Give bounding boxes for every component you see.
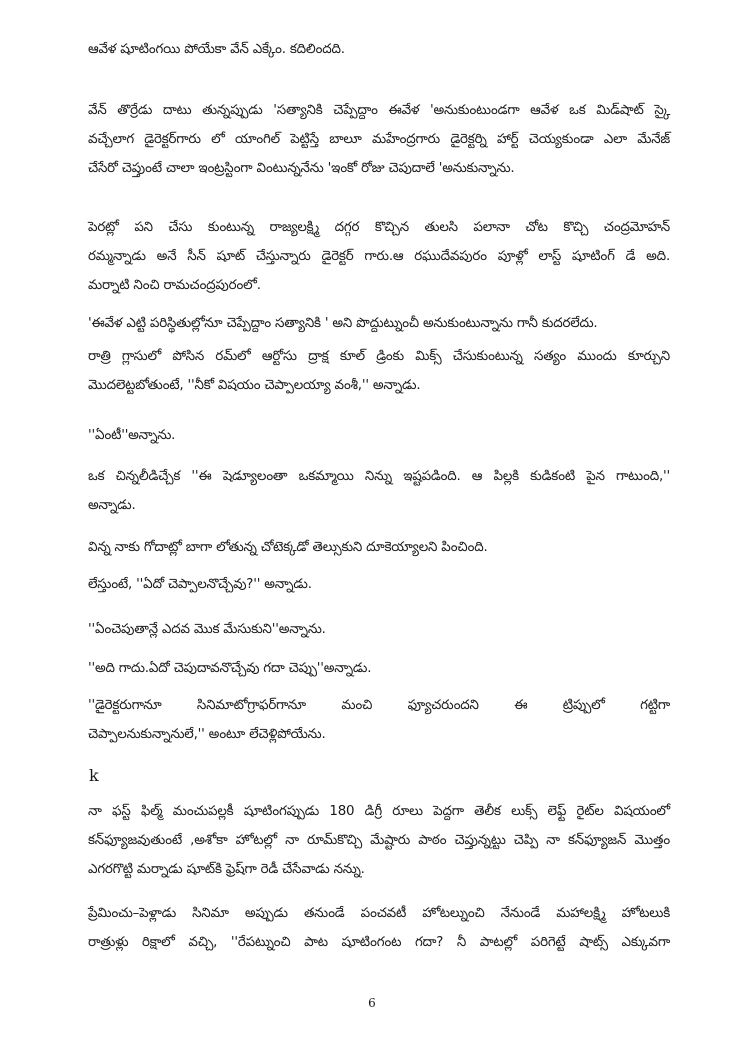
- text-line: ''ఏంచెపుతాన్లే ఎదవ మొక మేసుకుని''అన్నాను.: [88, 622, 326, 637]
- paragraph: [88, 421, 670, 450]
- paragraph: [88, 654, 670, 683]
- text-line: కన్‌ఫ్యూజవుతుంటే ,అశోకా హోటల్లో నా రూమ్‌కొచ్చి మేష్టారు పాఠం చెప్తున్నట్టు చెప్పి నా కన్‌ఫ్యూజన్ మొత్తం: [88, 833, 670, 848]
- text-line: వచ్చేలాగ డైరెక్టర్‌గారు లో యాంగిల్ పెట్టిస్తే బాలూ మహేంద్రగారు డైరెక్టర్ని హార్ట్ చెయ్యకుండా ఎలా మేనేజ్: [88, 132, 670, 147]
- paragraph: [88, 691, 670, 749]
- paragraph: [88, 309, 670, 338]
- text-line: రాత్రుళ్లు రిక్షాలో వచ్చి, ''రేపట్నుంచి పాట షూటింగంట గదా? నీ పాటల్లో పరిగెట్టే షాట్స్ ఎక్కువగా: [88, 935, 670, 950]
- text-line: మర్నాటి నించి రామచంద్రపురంలో.: [88, 278, 261, 293]
- text-line: ''అది గాదు.ఏదో చెపుదావనొచ్చేవు గదా చెప్పు''అన్నాడు.: [88, 661, 372, 676]
- paragraph: [88, 35, 670, 64]
- text-line: ''ఏంటీ''అన్నాను.: [88, 428, 176, 443]
- paragraph: [88, 797, 670, 884]
- text-line: 'ఈవేళ ఎట్టి పరిస్థితుల్లోనూ చెప్పేద్దాం సత్యానికి ' అని పొద్దుట్నుంచీ అనుకుంటున్నాను గానీ కుదరలేదు.: [88, 316, 598, 331]
- paragraph: [88, 213, 670, 300]
- text-line: చేసేరో చెప్తుంటే చాలా ఇంట్రస్టింగా వింటున్ననేను 'ఇంకో రోజు చెపుదాలే 'అనుకున్నాను.: [88, 161, 515, 176]
- text-line: నా ఫస్ట్ ఫిల్మ్ మంచుపల్లకీ షూటింగప్పుడు 180 డిగ్రీ రూలు పెద్దగా తెలీక లుక్స్ లెఫ్ట్ రైట్‌ల విషయంలో: [88, 804, 670, 819]
- text-line: ఆవేళ షూటింగయి పోయేకా వేన్ ఎక్కేం. కదిలిందది.: [88, 42, 345, 57]
- text-line: చెప్పాలనుకున్నానులే,'' అంటూ లేచెళ్లిపోయేను.: [88, 727, 326, 742]
- paragraph: [88, 570, 670, 599]
- text-line: లేస్తుంటే, ''ఏదో చెప్పాలనొచ్చేవు?'' అన్నాడు.: [88, 577, 312, 592]
- page-number: 6: [368, 996, 376, 1010]
- text-line: ఒక చిన్నలీడిచ్చేక ''ఈ షెడ్యూలంతా ఒకమ్మాయి నిన్ను ఇష్టపడింది. ఆ పిల్లకి కుడికంటి పైన గాటుంది,'': [88, 469, 670, 484]
- section-break-mark: k: [89, 766, 99, 785]
- text-line: ''డైరెక్టరుగానూ సినిమాటోగ్రాఫర్‌గానూ మంచి ఫ్యూచరుందని ఈ ట్రిప్పులో గట్టిగా: [88, 698, 670, 713]
- text-line: రమ్మన్నాడు అనే సీన్ షూట్ చేస్తున్నారు డైరెక్టర్ గారు.ఆ రఘుదేవపురం పూళ్లో లాస్ట్ షూటింగ్ డే అది.: [88, 249, 670, 264]
- text-line: ఎగరగొట్టి మర్నాడు షూట్‌కి ఫ్రెష్‌గా రెడీ చేసేవాడు నన్ను.: [88, 862, 365, 877]
- text-line: అన్నాడు.: [88, 498, 136, 513]
- text-line: విన్న నాకు గోదాట్లో బాగా లోతున్న చోటెక్కడో తెల్సుకుని దూకెయ్యాలని పించింది.: [88, 540, 488, 555]
- text-line: పెరట్లో పని చేసు కుంటున్న రాజ్యలక్ష్మి దగ్గర కొచ్చిన తులసి పలానా చోట కొచ్చి చంద్రమోహన్: [88, 220, 670, 235]
- paragraph: [88, 899, 670, 957]
- paragraph: [88, 342, 670, 400]
- text-line: రాత్రి గ్లాసులో పోసిన రమ్‌లో ఆర్టోసు ద్రాక్ష కూల్ డ్రింకు మిక్స్ చేసుకుంటున్న సత్యం ముందు కూర్చుని: [88, 349, 670, 364]
- text-line: ప్రేమించు–పెళ్లాడు సినిమా అప్పుడు తనుండే పంచవటీ హోటల్నుంచి నేనుండే మహాలక్ష్మి హోటలుకి: [88, 906, 670, 921]
- paragraph: [88, 533, 670, 562]
- text-line: వేన్ తొర్రేడు దాటు తున్నప్పుడు 'సత్యానికి చెప్పేద్దాం ఈవేళ 'అనుకుంటుండగా ఆవేళ ఒక మిడ్‌షాట్ స్కై: [88, 103, 670, 118]
- paragraph: [88, 462, 670, 520]
- text-line: మొదలెట్టబోతుంటే, ''నీకో విషయం చెప్పాలయ్యా వంశీ,'' అన్నాడు.: [88, 378, 421, 393]
- paragraph: [88, 615, 670, 644]
- paragraph: [88, 96, 670, 183]
